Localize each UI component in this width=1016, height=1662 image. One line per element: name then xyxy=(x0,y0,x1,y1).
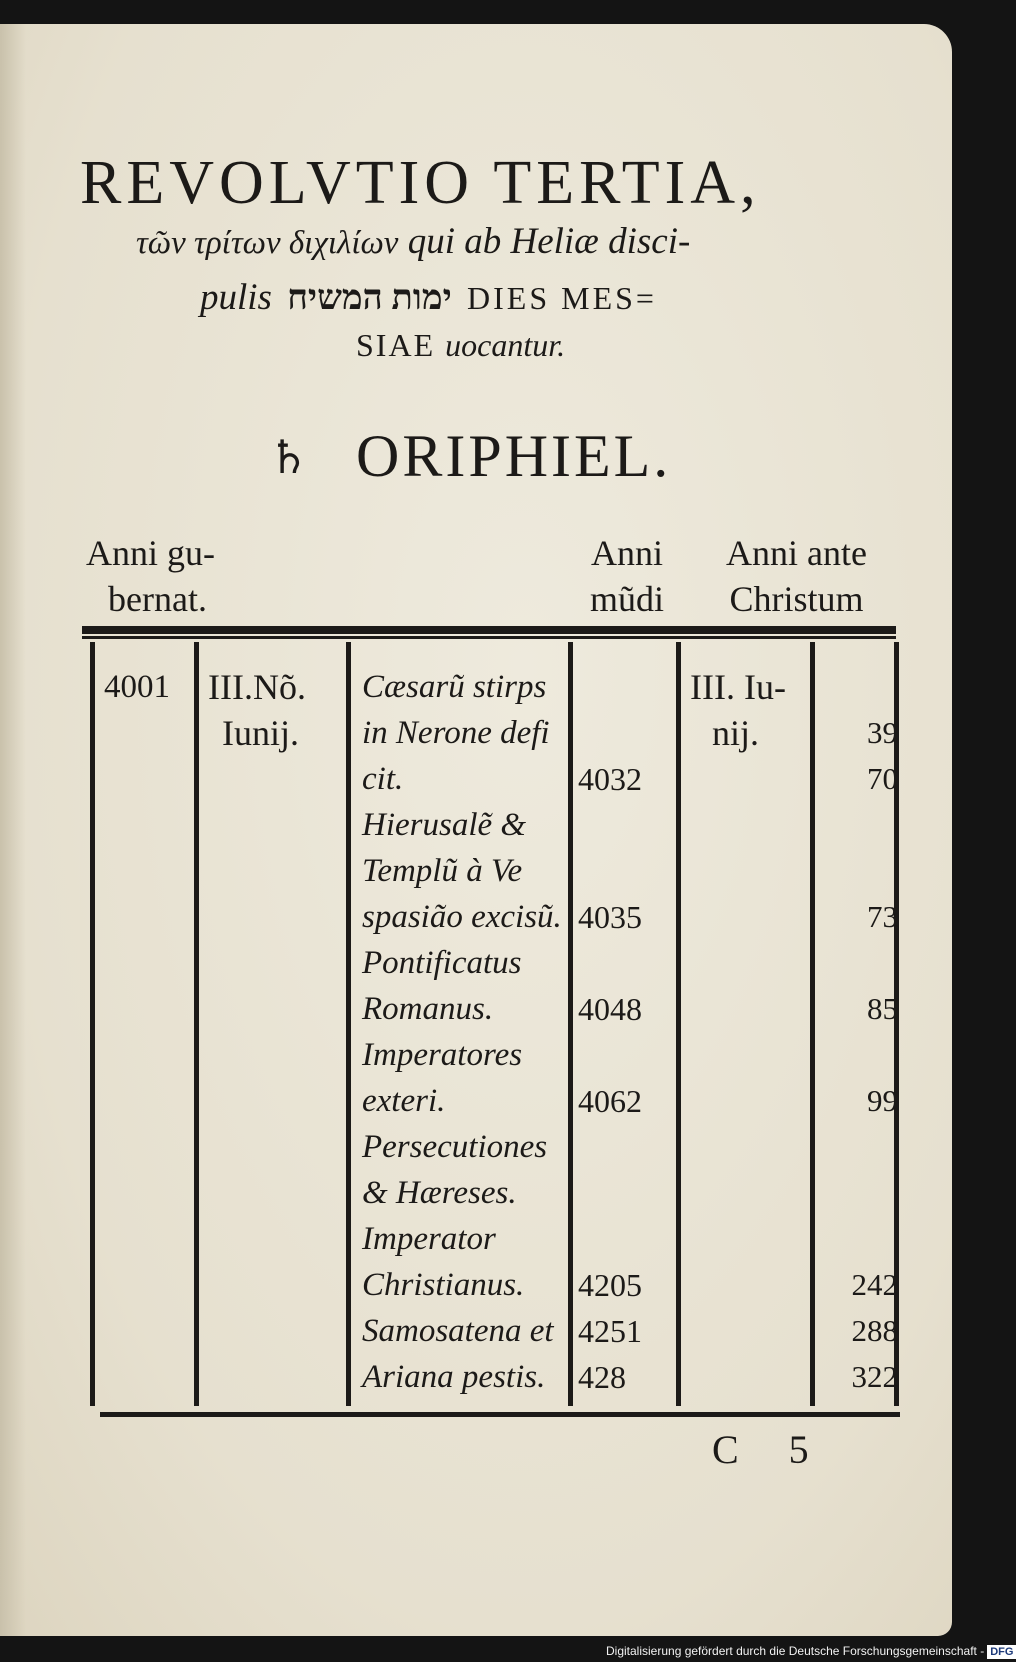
column-header-anni-mundi xyxy=(590,530,664,622)
table-top-rule-thin xyxy=(82,636,896,639)
subtitle-latin-1: qui ab Heliæ disci- xyxy=(407,221,691,262)
anni-mundi-value: 428 xyxy=(578,1359,626,1395)
subtitle-hebrew: ימות המשיח xyxy=(287,278,452,317)
anni-mundi-value xyxy=(578,848,678,894)
event-line: Christianus. xyxy=(362,1267,525,1303)
table-column-divider xyxy=(810,642,815,1406)
column-header-anni-gubernat xyxy=(86,530,215,622)
table-column-divider xyxy=(90,642,95,1406)
anni-christum-value xyxy=(822,1170,898,1216)
month-right-line: nij. xyxy=(712,713,760,753)
anni-mundi-value: 4062 xyxy=(578,1083,642,1119)
anni-mundi-value xyxy=(578,710,678,756)
table-bottom-rule xyxy=(100,1412,900,1417)
event-line: Cæsarũ stirps xyxy=(362,669,547,705)
event-line: Persecutiones xyxy=(362,1129,548,1165)
header-text: Anni gu- xyxy=(86,533,215,573)
section-heading: ORIPHIEL. xyxy=(356,423,672,489)
events-column xyxy=(362,664,572,1400)
credit-text: Digitalisierung gefördert durch die Deutsche Forschungsgemeinschaft - xyxy=(606,1644,985,1658)
anni-christum-value: 73 xyxy=(867,899,898,934)
anni-christum-value: 85 xyxy=(867,991,898,1026)
signature-mark: C 5 xyxy=(712,1427,829,1472)
subtitle-greek: τῶν τρίτων διχιλίων xyxy=(136,225,399,261)
anni-christum-value xyxy=(822,1124,898,1170)
anni-christum-value: 99 xyxy=(867,1083,898,1118)
anni-mundi-value: 4048 xyxy=(578,991,642,1027)
page-title: REVOLVTIO TERTIA, xyxy=(80,149,761,217)
anni-mundi-value xyxy=(578,664,678,710)
page-gutter-shadow xyxy=(0,24,26,1636)
header-text: mũdi xyxy=(590,579,665,619)
event-line: spasião excisũ. xyxy=(362,899,562,935)
header-text: Anni ante xyxy=(726,533,867,573)
anni-christum-value xyxy=(822,848,898,894)
event-line: & Hæreses. xyxy=(362,1175,517,1211)
anni-christum-value: 70 xyxy=(867,761,898,796)
event-line: Hierusalẽ & xyxy=(362,807,527,843)
header-text: Anni xyxy=(591,533,663,573)
anni-christum-value: 242 xyxy=(851,1267,898,1302)
event-line: exteri. xyxy=(362,1083,446,1119)
event-line: Imperator xyxy=(362,1221,496,1257)
event-line: Ariana pestis. xyxy=(362,1359,546,1395)
subtitle-line-1 xyxy=(136,220,936,264)
table-column-divider xyxy=(194,642,199,1406)
month-left-line: III.Nõ. xyxy=(208,667,306,707)
book-page xyxy=(0,24,952,1636)
anni-christum-value xyxy=(822,1032,898,1078)
subtitle-italic-3: uocantur. xyxy=(445,327,566,363)
subtitle-caps-3: SIAE xyxy=(356,327,436,363)
anni-christum-value xyxy=(822,664,898,710)
table-column-divider xyxy=(346,642,351,1406)
anni-christum-value: 322 xyxy=(851,1359,898,1394)
event-line: Imperatores xyxy=(362,1037,523,1073)
digitization-credit xyxy=(606,1642,1014,1660)
cell-month-right xyxy=(690,664,810,756)
anni-mundi-column xyxy=(578,664,678,1400)
anni-mundi-value xyxy=(578,802,678,848)
anni-mundi-value xyxy=(578,1032,678,1078)
subtitle-caps-2: DIES MES= xyxy=(467,280,657,316)
anni-mundi-value xyxy=(578,1216,678,1262)
anni-christum-value: 288 xyxy=(851,1313,898,1348)
anni-mundi-value xyxy=(578,1124,678,1170)
anni-christum-value: 39 xyxy=(867,715,898,750)
anni-mundi-value: 4205 xyxy=(578,1267,642,1303)
cell-year: 4001 xyxy=(104,669,170,705)
header-text: bernat. xyxy=(108,579,207,619)
event-line: Templũ à Ve xyxy=(362,853,523,889)
anni-mundi-value xyxy=(578,1170,678,1216)
event-line: Romanus. xyxy=(362,991,494,1027)
event-line: Pontificatus xyxy=(362,945,522,981)
saturn-symbol-icon: ♄ xyxy=(268,432,310,483)
anni-mundi-value: 4251 xyxy=(578,1313,642,1349)
anni-mundi-value xyxy=(578,940,678,986)
subtitle-latin-2: pulis xyxy=(200,277,272,318)
anni-christum-value xyxy=(822,1216,898,1262)
anni-christum-value xyxy=(822,802,898,848)
anni-mundi-value: 4032 xyxy=(578,761,642,797)
month-left-line: Iunij. xyxy=(222,713,299,753)
anni-ante-christum-column xyxy=(822,664,898,1400)
table-top-rule xyxy=(82,626,896,634)
month-right-line: III. Iu- xyxy=(690,667,786,707)
header-text: Christum xyxy=(729,579,864,619)
column-header-anni-ante-christum xyxy=(726,530,867,622)
anni-christum-value xyxy=(822,940,898,986)
event-line: cit. xyxy=(362,761,404,797)
subtitle-line-2 xyxy=(200,276,940,320)
event-line: Samosatena et xyxy=(362,1313,554,1349)
dfg-logo-icon: DFG xyxy=(987,1645,1016,1659)
cell-month-left xyxy=(208,664,348,756)
event-line: in Nerone defi xyxy=(362,715,550,751)
anni-mundi-value: 4035 xyxy=(578,899,642,935)
subtitle-line-3 xyxy=(356,326,856,364)
